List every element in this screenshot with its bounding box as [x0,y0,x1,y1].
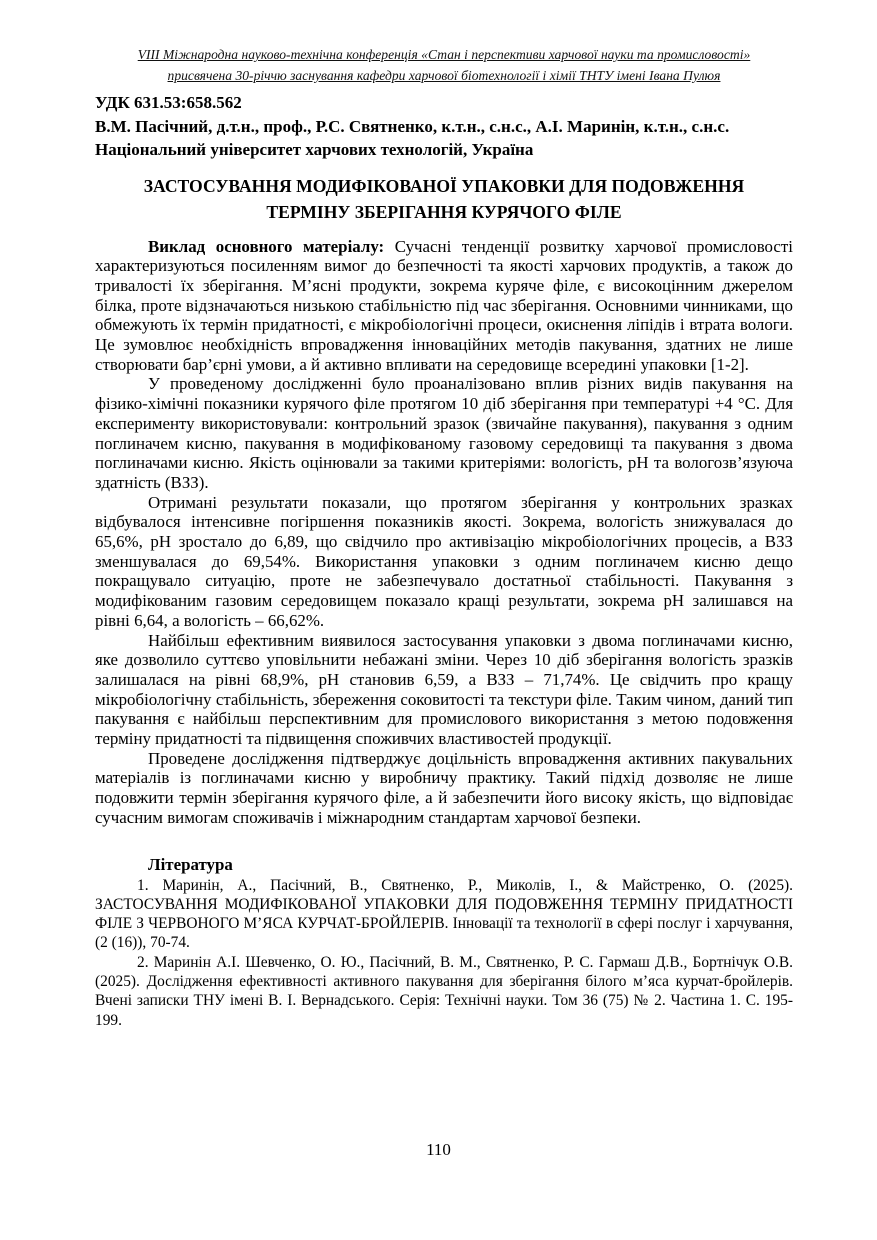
body-paragraph-2: У проведеному дослідженні було проаналізовано вплив різних видів пакування на фізико-хімічні показники курячого філе протягом 10 діб зберігання при температурі +4 °С. Для експерименту використовували: контрольний зразок (звичайне пакування), пакування з одним поглиначем кисню, пакування в модифікованому газовому середовищі та пакування з двома поглиначами кисню. Якість оцінювали за такими критеріями: вологість, pH та вологозв’язуюча здатність (ВЗЗ). [95,374,793,492]
authors-line: В.М. Пасічний, д.т.н., проф., Р.С. Святненко, к.т.н., с.н.с., А.І. Маринін, к.т.н., с.н.с. [95,116,730,136]
body-paragraph-5: Проведене дослідження підтверджує доцільність впровадження активних пакувальних матеріалів із поглиначами кисню у виробничу практику. Такий підхід дозволяє не лише подовжити термін зберігання курячого філе, а й забезпечити його високу якість, що відповідає сучасним вимогам споживачів і міжнародним стандартам харчової безпеки. [95,748,793,827]
body-paragraph-3: Отримані результати показали, що протягом зберігання у контрольних зразках відбувалося інтенсивне погіршення показників якості. Зокрема, вологість знижувалася до 65,6%, pH зростало до 6,89, що свідчило про активізацію мікробіологічних процесів, а ВЗЗ зменшувалася до 69,54%. Використання упаковки з одним поглиначем кисню дещо покращувало ситуацію, проте не забезпечувало достатньої стабільності. Пакування з модифікованим газовим середовищем показало кращі результати, зокрема pH залишався на рівні 6,64, а вологість – 66,62%. [95,492,793,630]
affiliation-line: Національний університет харчових технологій, Україна [95,140,534,159]
paragraph-lead: Виклад основного матеріалу: [148,236,385,256]
running-head-line-2 [95,65,793,86]
reference-item-1: 1. Маринін, А., Пасічний, В., Святненко, Р., Миколів, І., & Майстренко, О. (2025). ЗАСТОСУВАННЯ МОДИФІКОВАНОЇ УПАКОВКИ ДЛЯ ПОДОВЖЕННЯ ТЕРМІНУ ПРИДАТНОСТІ ФІЛЕ З ЧЕРВОНОГО М’ЯСА КУРЧАТ-БРОЙЛЕРІВ. Інновації та технології в сфері послуг і харчування, (2 (16)), 70-74. [95,876,793,952]
reference-item-2: 2. Маринін А.І. Шевченко, О. Ю., Пасічний, В. М., Святненко, Р. С. Гармаш Д.В., Бортнічук О.В. (2025). Дослідження ефективності активного пакування для зберігання білого м’яса курчат-бройлерів. Вчені записки ТНУ імені В. І. Вернадського. Серія: Технічні науки. Том 36 (75) № 2. Частина 1. С. 195-199. [95,953,793,1029]
paper-body [95,237,793,828]
body-paragraph-4: Найбільш ефективним виявилося застосування упаковки з двома поглиначами кисню, яке дозволило суттєво уповільнити небажані зміни. Через 10 діб зберігання вологість зразків залишалася на рівні 68,9%, pH становив 6,59, а ВЗЗ – 71,74%. Це свідчить про кращу мікробіологічну стабільність, збереження соковитості та текстури філе. Таким чином, даний тип пакування є найбільш перспективним для промислового використання з метою подовження терміну придатності та підвищення споживчих властивостей продукції. [95,630,793,749]
running-head-line-1 [95,44,793,65]
meta-block [95,91,793,162]
running-head [95,44,793,86]
conference-subtitle: присвячена 30-річчю заснування кафедри харчової біотехнології і хімії ТНТУ імені Івана Пулюя [167,68,721,83]
references-list [95,876,793,1030]
udc-line: УДК 631.53:658.562 [95,93,242,112]
page-number: 110 [426,1140,451,1159]
body-paragraph-1 [95,237,793,375]
paragraph-text: Сучасні тенденції розвитку харчової промисловості характеризуються посиленням вимог до безпечності та якості харчових продуктів, а також до тривалості їх зберігання. М’ясні продукти, зокрема куряче філе, є високоцінним джерелом білка, проте відзначаються низькою стабільністю під час зберігання. Основними чинниками, що обмежують їх термін придатності, є мікробіологічні процеси, окиснення ліпідів і втрата вологи. Це зумовлює необхідність впровадження інноваційних методів пакування, здатних не лише створювати бар’єрні умови, а й активно впливати на середовище всередині упаковки [1-2]. [95,236,793,374]
conference-title: VIII Міжнародна науково-технічна конференція «Стан і перспективи харчової науки та промисловості» [137,47,751,62]
references-heading: Література [148,854,233,874]
paper-title: ЗАСТОСУВАННЯ МОДИФІКОВАНОЇ УПАКОВКИ ДЛЯ ПОДОВЖЕННЯ ТЕРМІНУ ЗБЕРІГАННЯ КУРЯЧОГО ФІЛЕ [143,175,745,222]
